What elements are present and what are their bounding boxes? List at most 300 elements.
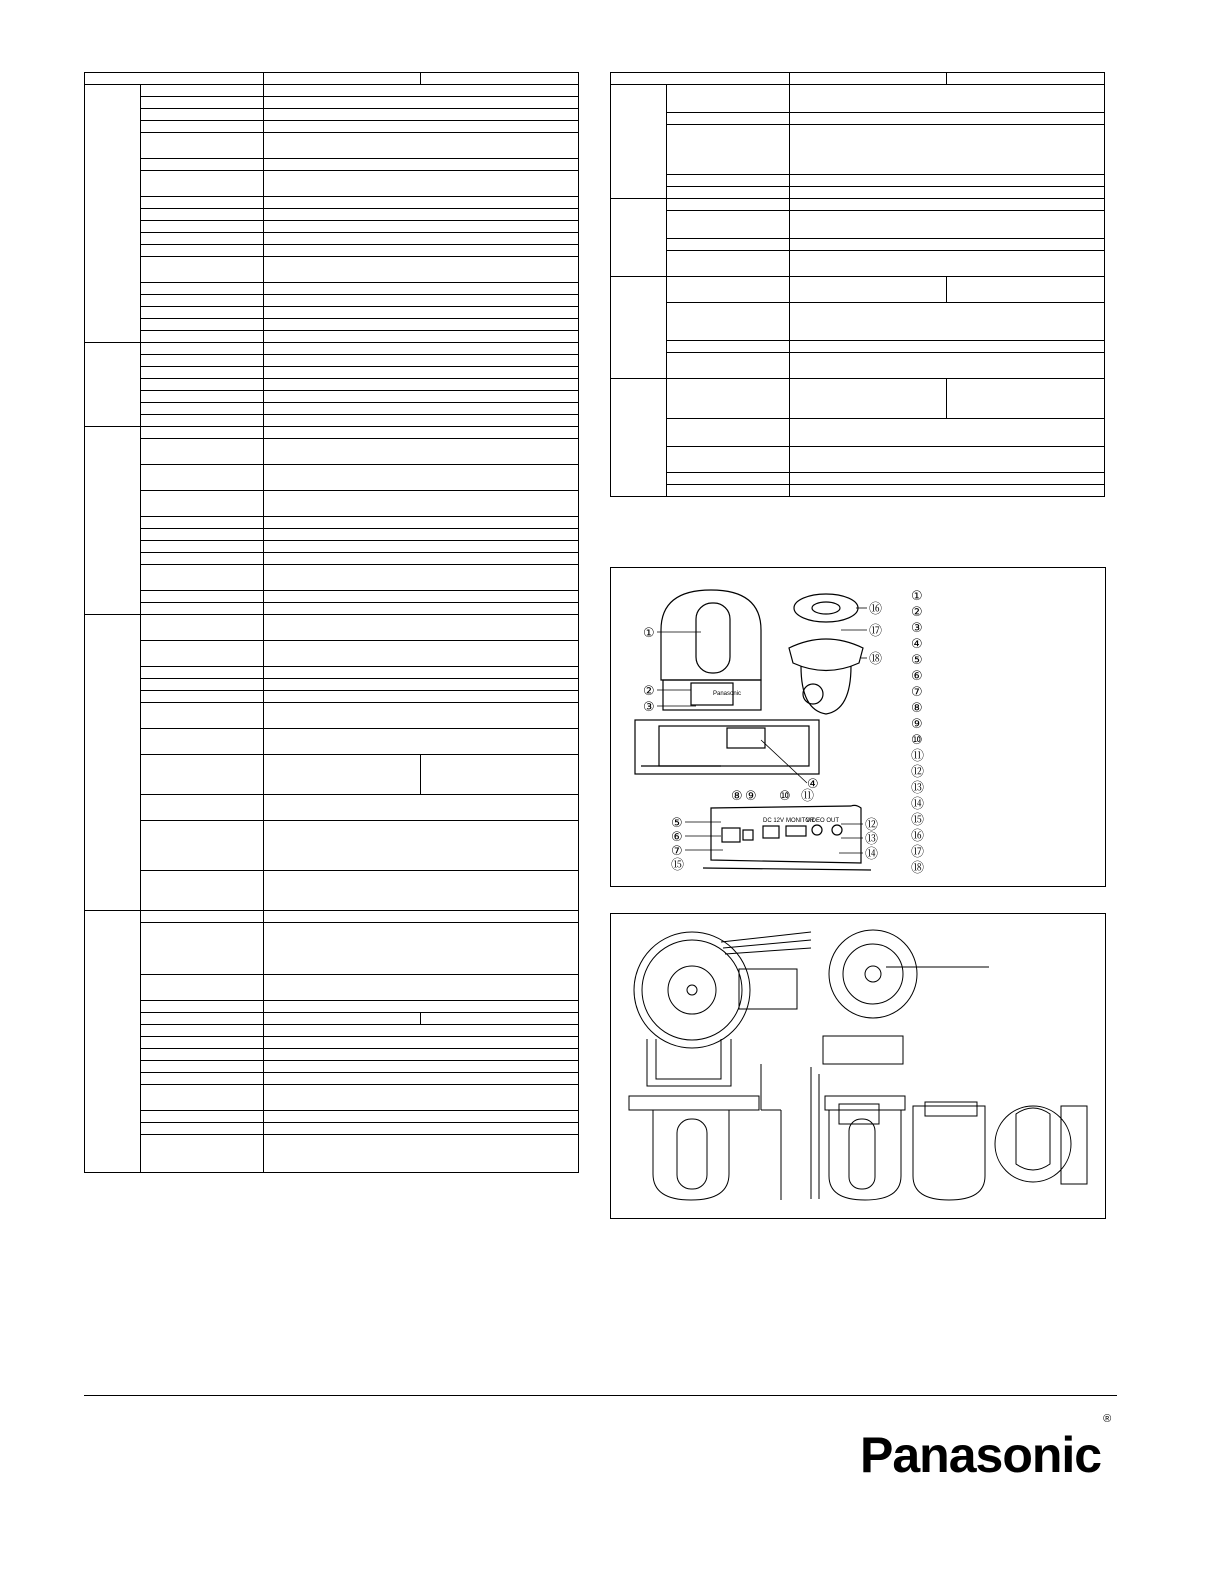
spec-value-cell (264, 295, 579, 307)
spec-row (85, 1073, 579, 1085)
callout-9: ⑨ (745, 789, 757, 804)
spec-value-cell (790, 125, 1105, 175)
spec-row (85, 133, 579, 159)
spec-item-cell (667, 353, 790, 379)
spec-header-cell (790, 73, 947, 85)
spec-row (611, 277, 1105, 303)
callout-17: ⑰ (869, 624, 883, 639)
camera-front-badge-label: Panasonic (713, 691, 742, 697)
spec-table-left (84, 72, 579, 1173)
spec-value-cell (264, 821, 579, 871)
spec-row (85, 97, 579, 109)
spec-item-cell (141, 1135, 264, 1173)
spec-value-cell (790, 113, 1105, 125)
spec-item-cell (141, 975, 264, 1001)
spec-row (85, 795, 579, 821)
spec-item-cell (141, 379, 264, 391)
spec-row (85, 517, 579, 529)
spec-value-cell (264, 529, 579, 541)
spec-row (85, 307, 579, 319)
spec-item-cell (141, 641, 264, 667)
spec-row (85, 367, 579, 379)
dimensions-figure (610, 913, 1106, 1219)
callout-14: ⑭ (865, 847, 879, 862)
spec-item-cell (667, 303, 790, 341)
spec-item-cell (141, 159, 264, 171)
spec-value-cell (264, 491, 579, 517)
spec-header-row (611, 73, 1105, 85)
spec-item-cell (141, 331, 264, 343)
spec-row (85, 641, 579, 667)
spec-value-cell (264, 679, 579, 691)
spec-item-cell (141, 391, 264, 403)
spec-row (85, 923, 579, 975)
spec-row (85, 427, 579, 439)
spec-item-cell (141, 427, 264, 439)
legend-num-7: ⑦ (911, 685, 923, 700)
spec-row (611, 239, 1105, 251)
spec-row (85, 221, 579, 233)
spec-row (85, 171, 579, 197)
legend-num-3: ③ (911, 621, 923, 636)
spec-item-cell (141, 257, 264, 283)
spec-item-cell (141, 703, 264, 729)
spec-value-cell (790, 199, 1105, 211)
spec-row (611, 175, 1105, 187)
spec-value-cell (264, 427, 579, 439)
callout-5: ⑤ (671, 816, 683, 831)
spec-item-cell (141, 1037, 264, 1049)
spec-value-cell (790, 379, 947, 419)
spec-row (85, 319, 579, 331)
spec-row (611, 211, 1105, 239)
spec-row (85, 1037, 579, 1049)
spec-value-cell (790, 447, 1105, 473)
spec-row (611, 303, 1105, 341)
spec-row (85, 871, 579, 911)
spec-item-cell (141, 691, 264, 703)
spec-item-cell (141, 367, 264, 379)
spec-row (611, 341, 1105, 353)
spec-value-cell (264, 257, 579, 283)
spec-item-cell (667, 211, 790, 239)
spec-value-cell (264, 541, 579, 553)
spec-row (85, 245, 579, 257)
spec-item-cell (667, 419, 790, 447)
legend-num-1: ① (911, 589, 923, 604)
panasonic-logo (860, 1413, 1111, 1483)
spec-row (85, 911, 579, 923)
spec-value-cell (264, 233, 579, 245)
spec-header-cell (947, 73, 1105, 85)
spec-row (85, 553, 579, 565)
camera-parts-drawing (611, 568, 1105, 886)
spec-header-cell (85, 73, 264, 85)
spec-row (85, 1135, 579, 1173)
spec-value-cell (264, 367, 579, 379)
spec-value-cell (264, 1001, 579, 1013)
spec-value-cell (790, 303, 1105, 341)
spec-item-cell (141, 491, 264, 517)
spec-item-cell (141, 439, 264, 465)
spec-row (611, 199, 1105, 211)
spec-row (85, 1013, 579, 1025)
spec-item-cell (667, 341, 790, 353)
spec-value-cell (264, 465, 579, 491)
spec-value-cell (264, 283, 579, 295)
callout-11: ⑪ (801, 789, 815, 804)
spec-header-cell (611, 73, 790, 85)
spec-value-cell (264, 1025, 579, 1037)
spec-row (611, 485, 1105, 497)
spec-item-cell (141, 1013, 264, 1025)
spec-category-cell (85, 911, 141, 1173)
spec-row (611, 353, 1105, 379)
logo-wordmark: Panasonic (860, 1427, 1102, 1483)
spec-row (611, 113, 1105, 125)
camera-dimensions-drawing (611, 914, 1105, 1218)
callout-7: ⑦ (671, 844, 683, 859)
spec-row (611, 85, 1105, 113)
spec-row (85, 541, 579, 553)
spec-item-cell (141, 1025, 264, 1037)
spec-item-cell (141, 565, 264, 591)
spec-item-cell (141, 295, 264, 307)
spec-item-cell (141, 1061, 264, 1073)
spec-header-cell (264, 73, 421, 85)
spec-item-cell (141, 871, 264, 911)
spec-item-cell (141, 245, 264, 257)
spec-value-cell (264, 85, 579, 97)
spec-item-cell (141, 553, 264, 565)
spec-item-cell (141, 667, 264, 679)
spec-value-cell (264, 1135, 579, 1173)
legend-num-6: ⑥ (911, 669, 923, 684)
spec-item-cell (667, 187, 790, 199)
spec-item-cell (141, 591, 264, 603)
spec-item-cell (141, 1085, 264, 1111)
spec-row (85, 1111, 579, 1123)
spec-value-cell (264, 553, 579, 565)
spec-value-cell (790, 473, 1105, 485)
spec-row (85, 703, 579, 729)
spec-item-cell (141, 1111, 264, 1123)
spec-row (85, 379, 579, 391)
spec-item-cell (141, 465, 264, 491)
spec-value-cell (264, 1123, 579, 1135)
legend-num-2: ② (911, 605, 923, 620)
spec-item-cell (141, 133, 264, 159)
callout-8: ⑧ (731, 789, 743, 804)
spec-item-cell (141, 109, 264, 121)
spec-value-cell (790, 485, 1105, 497)
spec-category-cell (611, 379, 667, 497)
spec-row (611, 251, 1105, 277)
spec-item-cell (667, 125, 790, 175)
callout-6: ⑥ (671, 830, 683, 845)
spec-value-cell (790, 85, 1105, 113)
spec-value-cell (264, 591, 579, 603)
spec-value-cell (264, 197, 579, 209)
spec-row (85, 85, 579, 97)
legend-num-10: ⑩ (911, 733, 923, 748)
spec-header-row (85, 73, 579, 85)
spec-value-cell (790, 175, 1105, 187)
spec-value-cell (264, 755, 421, 795)
spec-item-cell (141, 209, 264, 221)
legend-num-18: ⑱ (911, 861, 925, 876)
spec-row (85, 465, 579, 491)
spec-row (85, 391, 579, 403)
spec-value-cell (264, 1085, 579, 1111)
spec-row (85, 729, 579, 755)
rear-panel-label-video: VIDEO OUT (806, 818, 840, 824)
spec-row (85, 415, 579, 427)
spec-row (85, 209, 579, 221)
spec-value-cell (264, 603, 579, 615)
spec-item-cell (141, 923, 264, 975)
callout-10: ⑩ (779, 789, 791, 804)
spec-value-cell (264, 209, 579, 221)
spec-value-cell (264, 975, 579, 1001)
spec-value-cell (264, 923, 579, 975)
spec-value-cell (421, 755, 579, 795)
legend-num-9: ⑨ (911, 717, 923, 732)
spec-row (85, 591, 579, 603)
legend-num-14: ⑭ (911, 797, 925, 812)
spec-value-cell (264, 615, 579, 641)
spec-item-cell (667, 199, 790, 211)
spec-category-cell (85, 343, 141, 427)
spec-item-cell (667, 251, 790, 277)
spec-item-cell (141, 1123, 264, 1135)
spec-item-cell (141, 403, 264, 415)
spec-item-cell (141, 1001, 264, 1013)
spec-value-cell (264, 1037, 579, 1049)
spec-value-cell (790, 277, 947, 303)
spec-value-cell (264, 245, 579, 257)
spec-value-cell (264, 641, 579, 667)
spec-row (85, 355, 579, 367)
spec-item-cell (667, 447, 790, 473)
spec-row (85, 491, 579, 517)
spec-item-cell (667, 113, 790, 125)
spec-row (611, 419, 1105, 447)
spec-value-cell (264, 1073, 579, 1085)
spec-value-cell (264, 343, 579, 355)
spec-row (611, 187, 1105, 199)
parts-figure (610, 567, 1106, 887)
footer-divider (84, 1395, 1117, 1396)
spec-value-cell (264, 871, 579, 911)
spec-value-cell (264, 379, 579, 391)
spec-row (85, 233, 579, 245)
spec-item-cell (141, 911, 264, 923)
spec-row (85, 1085, 579, 1111)
spec-row (85, 615, 579, 641)
spec-value-cell (947, 277, 1105, 303)
spec-item-cell (141, 233, 264, 245)
rear-panel-label-monitor: MONITOR (786, 818, 815, 824)
spec-item-cell (141, 121, 264, 133)
spec-item-cell (141, 415, 264, 427)
spec-value-cell (264, 331, 579, 343)
spec-item-cell (141, 171, 264, 197)
spec-value-cell (264, 911, 579, 923)
legend-num-8: ⑧ (911, 701, 923, 716)
spec-row (85, 691, 579, 703)
spec-value-cell (264, 517, 579, 529)
spec-row (611, 125, 1105, 175)
spec-value-cell (790, 353, 1105, 379)
spec-item-cell (141, 85, 264, 97)
spec-row (85, 603, 579, 615)
spec-value-cell (264, 391, 579, 403)
callout-16: ⑯ (869, 602, 883, 617)
spec-value-cell (264, 439, 579, 465)
spec-item-cell (141, 307, 264, 319)
spec-row (85, 1123, 579, 1135)
legend-num-4: ④ (911, 637, 923, 652)
callout-2: ② (643, 684, 655, 699)
legend-num-12: ⑫ (911, 765, 925, 780)
spec-value-cell (790, 211, 1105, 239)
spec-value-cell (264, 691, 579, 703)
spec-item-cell (667, 85, 790, 113)
callout-12: ⑫ (865, 818, 879, 833)
spec-row (611, 379, 1105, 419)
spec-value-cell (264, 307, 579, 319)
spec-item-cell (141, 679, 264, 691)
spec-item-cell (141, 529, 264, 541)
spec-value-cell (264, 729, 579, 755)
spec-item-cell (667, 175, 790, 187)
spec-row (85, 343, 579, 355)
spec-value-cell (264, 565, 579, 591)
spec-row (85, 679, 579, 691)
spec-item-cell (141, 1073, 264, 1085)
spec-value-cell (790, 239, 1105, 251)
spec-item-cell (141, 603, 264, 615)
spec-item-cell (667, 277, 790, 303)
spec-value-cell (264, 355, 579, 367)
spec-row (611, 447, 1105, 473)
spec-value-cell (421, 1013, 579, 1025)
spec-value-cell (264, 795, 579, 821)
spec-row (85, 331, 579, 343)
spec-row (85, 1025, 579, 1037)
registered-mark: ® (1103, 1413, 1111, 1426)
spec-row (611, 473, 1105, 485)
spec-item-cell (141, 343, 264, 355)
legend-num-16: ⑯ (911, 829, 925, 844)
callout-18: ⑱ (869, 652, 883, 667)
spec-category-cell (611, 277, 667, 379)
spec-item-cell (667, 485, 790, 497)
spec-value-cell (264, 171, 579, 197)
spec-row (85, 529, 579, 541)
spec-value-cell (790, 341, 1105, 353)
spec-value-cell (790, 187, 1105, 199)
spec-row (85, 755, 579, 795)
spec-category-cell (85, 615, 141, 911)
spec-value-cell (264, 109, 579, 121)
legend-num-17: ⑰ (911, 845, 925, 860)
spec-item-cell (141, 97, 264, 109)
spec-value-cell (264, 97, 579, 109)
callout-15: ⑮ (671, 858, 685, 873)
spec-value-cell (264, 1111, 579, 1123)
spec-category-cell (611, 85, 667, 199)
spec-item-cell (141, 541, 264, 553)
spec-value-cell (264, 703, 579, 729)
spec-item-cell (141, 821, 264, 871)
spec-item-cell (667, 379, 790, 419)
callout-3: ③ (643, 700, 655, 715)
spec-item-cell (141, 795, 264, 821)
spec-item-cell (667, 473, 790, 485)
spec-row (85, 283, 579, 295)
callout-13: ⑬ (865, 832, 879, 847)
legend-num-13: ⑬ (911, 781, 925, 796)
spec-item-cell (141, 729, 264, 755)
spec-value-cell (264, 1049, 579, 1061)
spec-row (85, 439, 579, 465)
spec-row (85, 565, 579, 591)
legend-num-11: ⑪ (911, 749, 925, 764)
spec-value-cell (790, 251, 1105, 277)
spec-row (85, 1049, 579, 1061)
spec-value-cell (264, 319, 579, 331)
spec-row (85, 821, 579, 871)
spec-value-cell (264, 415, 579, 427)
spec-value-cell (264, 667, 579, 679)
spec-item-cell (141, 221, 264, 233)
spec-value-cell (264, 133, 579, 159)
spec-value-cell (264, 1061, 579, 1073)
spec-item-cell (667, 239, 790, 251)
spec-row (85, 667, 579, 679)
spec-row (85, 1061, 579, 1073)
spec-item-cell (141, 517, 264, 529)
legend-num-5: ⑤ (911, 653, 923, 668)
spec-item-cell (141, 283, 264, 295)
spec-value-cell (264, 403, 579, 415)
spec-item-cell (141, 1049, 264, 1061)
spec-item-cell (141, 755, 264, 795)
spec-row (85, 109, 579, 121)
callout-4: ④ (807, 777, 819, 792)
spec-item-cell (141, 355, 264, 367)
spec-row (85, 159, 579, 171)
spec-row (85, 403, 579, 415)
spec-value-cell (947, 379, 1105, 419)
spec-row (85, 975, 579, 1001)
spec-category-cell (85, 427, 141, 615)
spec-value-cell (264, 121, 579, 133)
spec-value-cell (264, 159, 579, 171)
spec-row (85, 257, 579, 283)
spec-table-right (610, 72, 1105, 497)
spec-category-cell (611, 199, 667, 277)
spec-row (85, 197, 579, 209)
spec-item-cell (141, 615, 264, 641)
spec-value-cell (790, 419, 1105, 447)
spec-category-cell (85, 85, 141, 343)
spec-item-cell (141, 197, 264, 209)
spec-row (85, 121, 579, 133)
spec-row (85, 1001, 579, 1013)
